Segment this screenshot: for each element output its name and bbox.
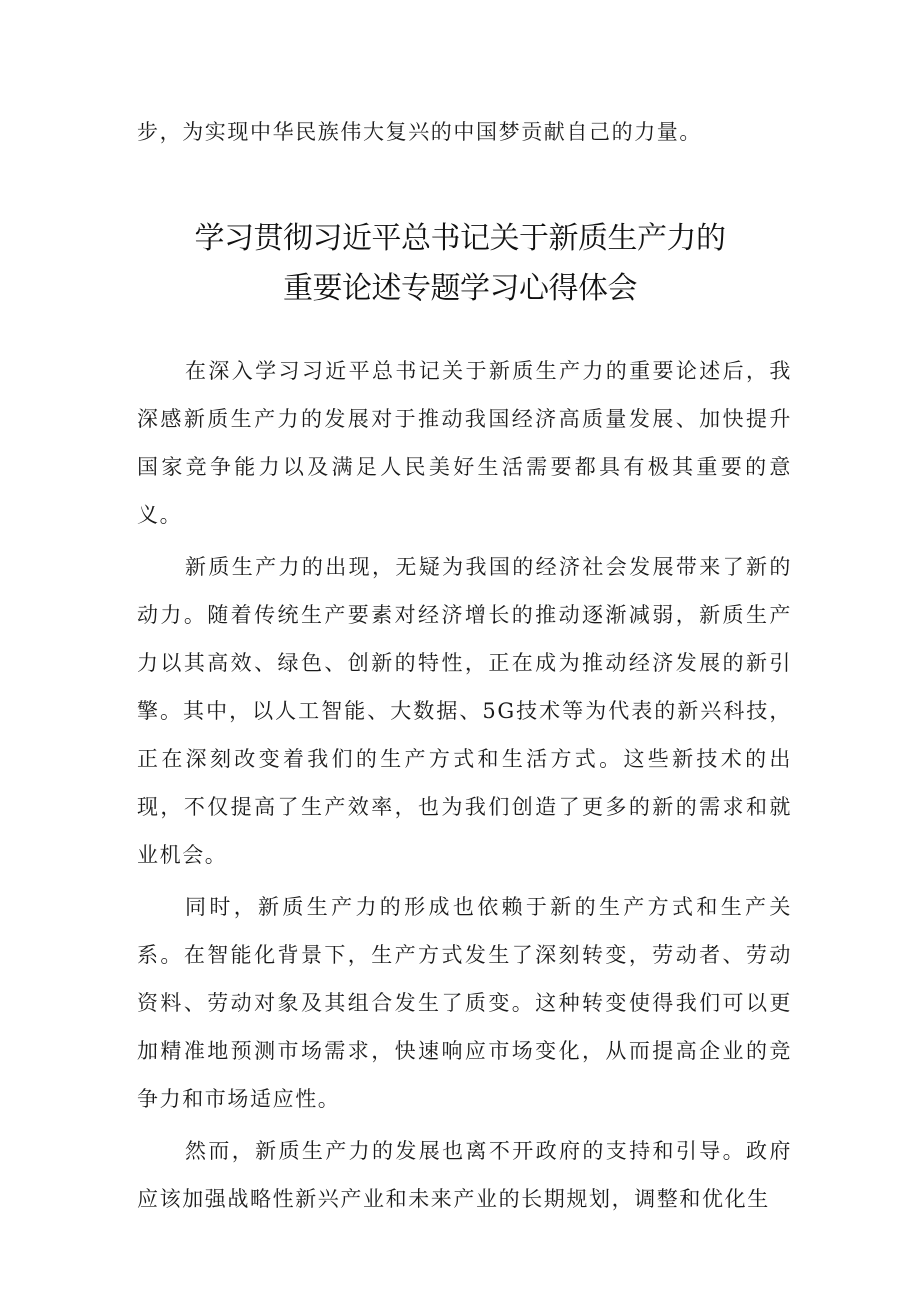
paragraph-1: 在深入学习习近平总书记关于新质生产力的重要论述后，我深感新质生产力的发展对于推动我国经济高质量发展、加快提升国家竞争能力以及满足人民美好生活需要都具有极其重要的意义。 [137,359,792,527]
title-line-1: 学习贯彻习近平总书记关于新质生产力的 [194,221,726,256]
carryover-paragraph: 步，为实现中华民族伟大复兴的中国梦贡献自己的力量。 [137,120,702,144]
paragraph-2: 新质生产力的出现，无疑为我国的经济社会发展带来了新的动力。随着传统生产要素对经济增长的推动逐渐减弱，新质生产力以其高效、绿色、创新的特性，正在成为推动经济发展的新引擎。其中，以人工智能、大数据、5G技术等为代表的新兴科技，正在深刻改变着我们的生产方式和生活方式。这些新技术的出现，不仅提高了生产效率，也为我们创造了更多的新的需求和就业机会。 [137,555,792,867]
title-line-2: 重要论述专题学习心得体会 [283,271,637,306]
document-title [100,214,820,314]
article-body [137,347,792,1227]
paragraph-3: 同时，新质生产力的形成也依赖于新的生产方式和生产关系。在智能化背景下，生产方式发生了深刻转变，劳动者、劳动资料、劳动对象及其组合发生了质变。这种转变使得我们可以更加精准地预测市场需求，快速响应市场变化，从而提高企业的竞争力和市场适应性。 [137,895,792,1111]
paragraph-4: 然而，新质生产力的发展也离不开政府的支持和引导。政府应该加强战略性新兴产业和未来产业的长期规划，调整和优化生 [137,1139,792,1211]
